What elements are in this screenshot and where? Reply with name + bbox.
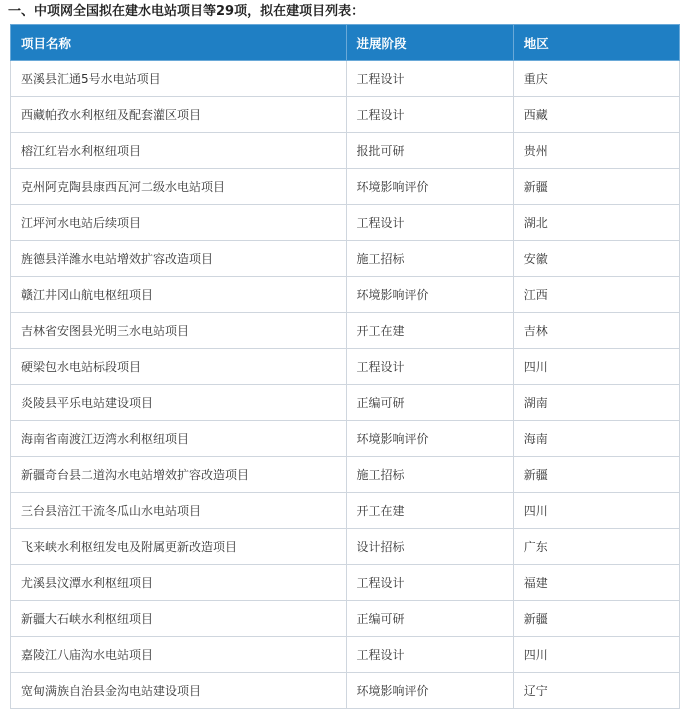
region-cell: 安徽 — [513, 241, 679, 277]
table-row — [11, 457, 680, 493]
table-row — [11, 97, 680, 133]
table-row — [11, 169, 680, 205]
progress-stage-cell: 施工招标 — [346, 457, 513, 493]
region-cell: 四川 — [513, 349, 679, 385]
project-name-cell: 嘉陵江八庙沟水电站项目 — [11, 637, 347, 673]
region-cell: 广东 — [513, 529, 679, 565]
table-header-row — [11, 25, 680, 61]
project-name-cell: 新疆奇台县二道沟水电站增效扩容改造项目 — [11, 457, 347, 493]
header-region: 地区 — [513, 25, 679, 61]
table-body — [11, 61, 680, 709]
progress-stage-cell: 报批可研 — [346, 133, 513, 169]
region-cell: 四川 — [513, 637, 679, 673]
region-cell: 贵州 — [513, 133, 679, 169]
progress-stage-cell: 工程设计 — [346, 637, 513, 673]
region-cell: 新疆 — [513, 457, 679, 493]
region-cell: 新疆 — [513, 601, 679, 637]
table-row — [11, 421, 680, 457]
table-row — [11, 133, 680, 169]
project-name-cell: 吉林省安图县光明三水电站项目 — [11, 313, 347, 349]
progress-stage-cell: 环境影响评价 — [346, 421, 513, 457]
table-row — [11, 61, 680, 97]
project-table — [10, 24, 680, 709]
progress-stage-cell: 正编可研 — [346, 385, 513, 421]
table-row — [11, 205, 680, 241]
progress-stage-cell: 工程设计 — [346, 97, 513, 133]
progress-stage-cell: 工程设计 — [346, 205, 513, 241]
project-name-cell: 巫溪县汇通5号水电站项目 — [11, 61, 347, 97]
region-cell: 重庆 — [513, 61, 679, 97]
progress-stage-cell: 开工在建 — [346, 493, 513, 529]
project-name-cell: 硬梁包水电站标段项目 — [11, 349, 347, 385]
project-name-cell: 旌德县洋潍水电站增效扩容改造项目 — [11, 241, 347, 277]
table-row — [11, 313, 680, 349]
project-name-cell: 尤溪县汶潭水利枢纽项目 — [11, 565, 347, 601]
region-cell: 湖北 — [513, 205, 679, 241]
table-row — [11, 493, 680, 529]
region-cell: 新疆 — [513, 169, 679, 205]
table-row — [11, 673, 680, 709]
progress-stage-cell: 设计招标 — [346, 529, 513, 565]
region-cell: 辽宁 — [513, 673, 679, 709]
progress-stage-cell: 开工在建 — [346, 313, 513, 349]
table-row — [11, 385, 680, 421]
project-name-cell: 榕江红岩水利枢纽项目 — [11, 133, 347, 169]
progress-stage-cell: 环境影响评价 — [346, 169, 513, 205]
table-row — [11, 529, 680, 565]
region-cell: 江西 — [513, 277, 679, 313]
table-row — [11, 565, 680, 601]
table-row — [11, 241, 680, 277]
header-progress-stage: 进展阶段 — [346, 25, 513, 61]
region-cell: 湖南 — [513, 385, 679, 421]
progress-stage-cell: 工程设计 — [346, 565, 513, 601]
project-name-cell: 炎陵县平乐电站建设项目 — [11, 385, 347, 421]
table-row — [11, 601, 680, 637]
progress-stage-cell: 环境影响评价 — [346, 277, 513, 313]
table-row — [11, 349, 680, 385]
project-name-cell: 新疆大石峡水利枢纽项目 — [11, 601, 347, 637]
table-row — [11, 277, 680, 313]
region-cell: 吉林 — [513, 313, 679, 349]
project-name-cell: 西藏帕孜水利枢纽及配套灌区项目 — [11, 97, 347, 133]
page-heading: 一、中项网全国拟在建水电站项目等29项，拟在建项目列表： — [8, 4, 365, 19]
progress-stage-cell: 正编可研 — [346, 601, 513, 637]
region-cell: 海南 — [513, 421, 679, 457]
region-cell: 福建 — [513, 565, 679, 601]
table-header — [11, 25, 680, 61]
project-name-cell: 海南省南渡江迈湾水利枢纽项目 — [11, 421, 347, 457]
project-name-cell: 赣江井冈山航电枢纽项目 — [11, 277, 347, 313]
header-project-name: 项目名称 — [11, 25, 347, 61]
region-cell: 西藏 — [513, 97, 679, 133]
region-cell: 四川 — [513, 493, 679, 529]
progress-stage-cell: 施工招标 — [346, 241, 513, 277]
project-name-cell: 三台县涪江干流冬瓜山水电站项目 — [11, 493, 347, 529]
progress-stage-cell: 工程设计 — [346, 61, 513, 97]
progress-stage-cell: 环境影响评价 — [346, 673, 513, 709]
project-name-cell: 克州阿克陶县康西瓦河二级水电站项目 — [11, 169, 347, 205]
project-name-cell: 飞来峡水利枢纽发电及附属更新改造项目 — [11, 529, 347, 565]
progress-stage-cell: 工程设计 — [346, 349, 513, 385]
project-name-cell: 宽甸满族自治县金沟电站建设项目 — [11, 673, 347, 709]
project-name-cell: 江坪河水电站后续项目 — [11, 205, 347, 241]
table-row — [11, 637, 680, 673]
